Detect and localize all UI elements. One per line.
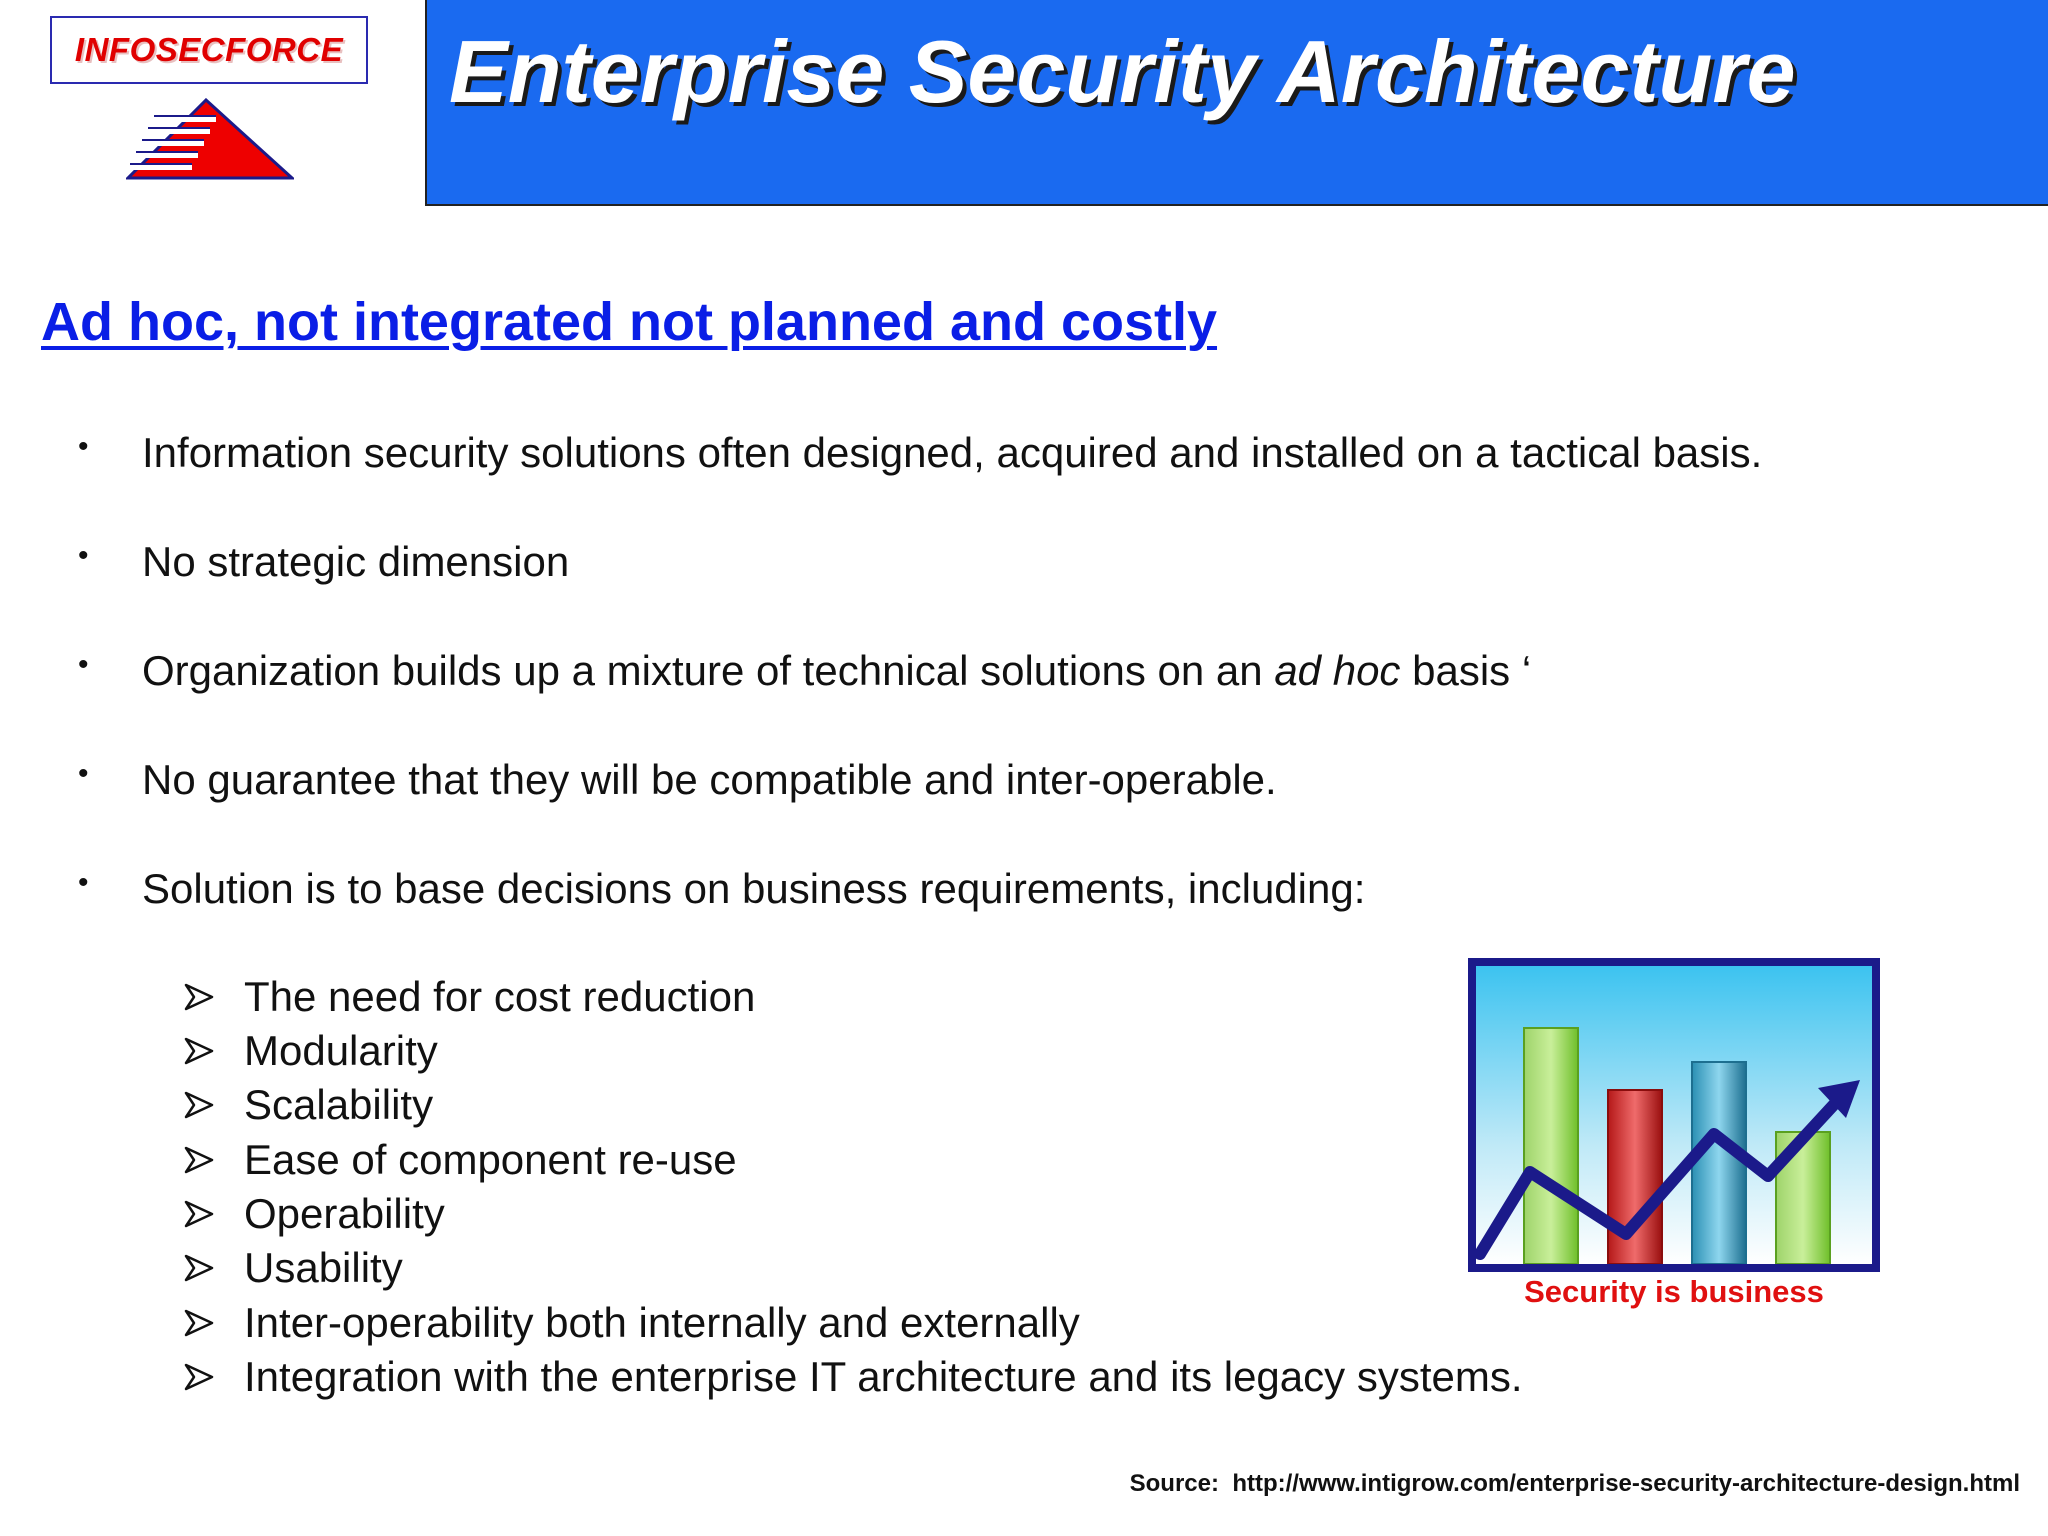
bar-green-tall [1524,1028,1578,1264]
bullet-text: Information security solutions often designed, acquired and installed on a tactical basis. [142,429,1763,476]
logo-badge [50,16,368,84]
bullet-dot-icon: • [78,757,89,790]
bullet-item [78,752,1277,808]
arrow-bullet-icon [184,1135,244,1185]
logo-text: INFOSECFORCE [74,31,344,68]
bullet-item [78,425,1762,481]
bullet-dot-icon: • [78,430,89,463]
title-banner [425,0,2048,206]
bullet-text: No guarantee that they will be compatible and inter-operable. [142,756,1277,803]
bullet-dot-icon: • [78,866,89,899]
bar-blue [1692,1062,1746,1264]
sub-item-text: Modularity [244,1027,438,1074]
arrow-bullet-icon [184,1298,244,1348]
bullet-text-part: Organization builds up a mixture of technical solutions on an [142,647,1275,694]
chart-illustration [1476,966,1872,1264]
arrow-bullet-icon [184,1352,244,1402]
sub-item-text: Inter-operability both internally and externally [244,1299,1080,1346]
arrow-bullet-icon [184,1026,244,1076]
sub-item-text: Operability [244,1190,445,1237]
sub-item-text: Integration with the enterprise IT architecture and its legacy systems. [244,1353,1523,1400]
bullet-dot-icon: • [78,539,89,572]
bullet-text: Solution is to base decisions on business requirements, including: [142,865,1366,912]
bullet-dot-icon: • [78,648,89,681]
bar-red [1608,1090,1662,1264]
bar-chart-trend-arrow-icon [1468,958,1880,1272]
sub-list-item [184,1026,438,1076]
section-heading: Ad hoc, not integrated not planned and costly [41,292,1218,352]
stepped-triangle-logo-icon [126,98,294,180]
sub-item-text: The need for cost reduction [244,973,756,1020]
sub-list-item [184,1243,403,1293]
sub-list-item [184,1189,445,1239]
sub-list-item [184,1135,737,1185]
sub-item-text: Usability [244,1244,403,1291]
sub-item-text: Ease of component re-use [244,1136,737,1183]
arrow-bullet-icon [184,972,244,1022]
source-citation: Source: http://www.intigrow.com/enterprise-security-architecture-design.html [1129,1470,2020,1497]
sub-list-item [184,1352,1523,1402]
sub-list-item [184,972,755,1022]
bullet-item [78,861,1365,917]
bullet-item [78,534,569,590]
sub-list-item [184,1080,433,1130]
bullet-text [142,647,1531,695]
arrow-bullet-icon [184,1080,244,1130]
sub-list-item [184,1298,1080,1348]
arrow-bullet-icon [184,1243,244,1293]
sub-item-text: Scalability [244,1081,434,1128]
bullet-text-part: basis ‘ [1400,647,1532,694]
bullet-text: No strategic dimension [142,538,570,585]
bullet-item [78,643,1531,699]
page-title: Enterprise Security Architecture [449,22,1796,121]
bullet-text-italic: ad hoc [1274,647,1401,694]
image-caption: Security is business [1524,1274,1824,1309]
arrow-bullet-icon [184,1189,244,1239]
